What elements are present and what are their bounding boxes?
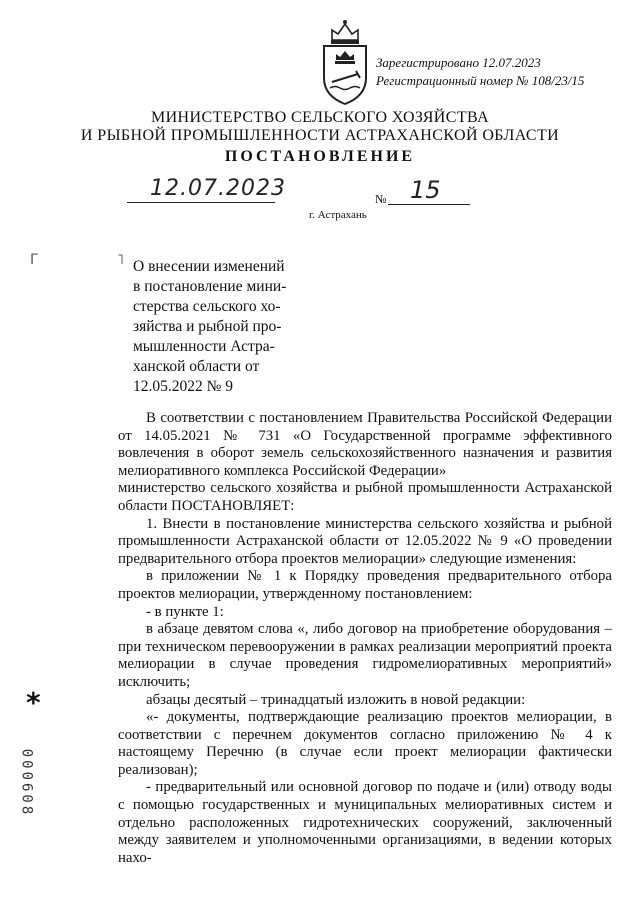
document-body: [118, 410, 612, 867]
paragraph-point-1: - в пункте 1:: [146, 603, 224, 620]
astrakhan-coat-of-arms-icon: [318, 18, 372, 106]
paragraph-ninth: в абзаце девятом слова «, либо договор на приобретение оборудования – при техническом перевооружении в рамках реализации мероприятий проекта мелиорации в случае проведения гидромелиоративных мероприятий» исключить;: [118, 621, 612, 690]
subject-line: зяйства и рыбной про-: [133, 318, 282, 335]
handwritten-date: 12.07.2023: [150, 176, 286, 201]
subject-bracket-corner: ˥: [117, 252, 124, 268]
paragraph-resolution: министерство сельского хозяйства и рыбной промышленности Астраханской области ПОСТАНОВЛЯЕТ:: [118, 480, 612, 514]
subject-line: ханской области от: [133, 358, 260, 375]
margin-asterisk: *: [26, 686, 41, 719]
paragraph-agreement: - предварительный или основной договор по подаче и (или) отводу воды с помощью государственных и муниципальных мелиоративных систем и отдельно расположенных гидротехнических сооружений, заключенный между заявителем и уполномоченными организациями, в ведении которых нахо-: [118, 779, 612, 866]
subject-block: [133, 257, 291, 397]
registration-date: Зарегистрировано 12.07.2023: [376, 55, 541, 70]
subject-line: 12.05.2022 № 9: [133, 378, 234, 395]
city: г. Астрахань: [309, 209, 367, 221]
registration-number: Регистрационный номер № 108/23/15: [376, 73, 585, 88]
subject-line: стерства сельского хо-: [133, 298, 281, 315]
ministry-name-line2: И РЫБНОЙ ПРОМЫШЛЕННОСТИ АСТРАХАНСКОЙ ОБЛАСТИ: [80, 127, 560, 144]
stamp-number-text: 000608: [18, 748, 35, 818]
number-underline: [388, 204, 470, 205]
number-prefix: №: [375, 192, 387, 206]
paragraph-basis: В соответствии с постановлением Правительства Российской Федерации от 14.05.2021 № 731 «О Государственной программе эффективного вовлечения в оборот земель сельскохозяйственного назначения и развития мелиоративного комплекса Российской Федерации»: [118, 410, 612, 479]
date-underline: [127, 202, 275, 203]
subject-line: в постановление мини-: [133, 278, 287, 295]
ministry-name-line1: МИНИСТЕРСТВО СЕЛЬСКОГО ХОЗЯЙСТВА: [150, 109, 490, 126]
paragraph-documents: «- документы, подтверждающие реализацию проектов мелиорации, в соответствии с перечнем документов согласно приложению № 4 к настоящему Перечню (в случае если проект мелиорации фактически реализован);: [118, 709, 612, 778]
paragraph-tenth-thirteenth: абзацы десятый – тринадцатый изложить в новой редакции:: [146, 691, 526, 708]
subject-bracket-left: Г: [30, 252, 39, 268]
subject-line: мышленности Астра-: [133, 338, 275, 355]
paragraph-appendix: в приложении № 1 к Порядку проведения предварительного отбора проектов мелиорации, утвержденному постановлением:: [118, 568, 612, 602]
margin-stamp-number: [6, 745, 60, 825]
subject-line: О внесении изменений: [133, 258, 285, 275]
handwritten-number: 15: [410, 176, 441, 204]
paragraph-item-1: 1. Внести в постановление министерства сельского хозяйства и рыбной промышленности Астраханской области от 12.05.2022 № 9 «О проведении предварительного отбора проектов мелиорации» следующие изменения:: [118, 515, 612, 567]
document-type: ПОСТАНОВЛЕНИЕ: [224, 148, 416, 165]
